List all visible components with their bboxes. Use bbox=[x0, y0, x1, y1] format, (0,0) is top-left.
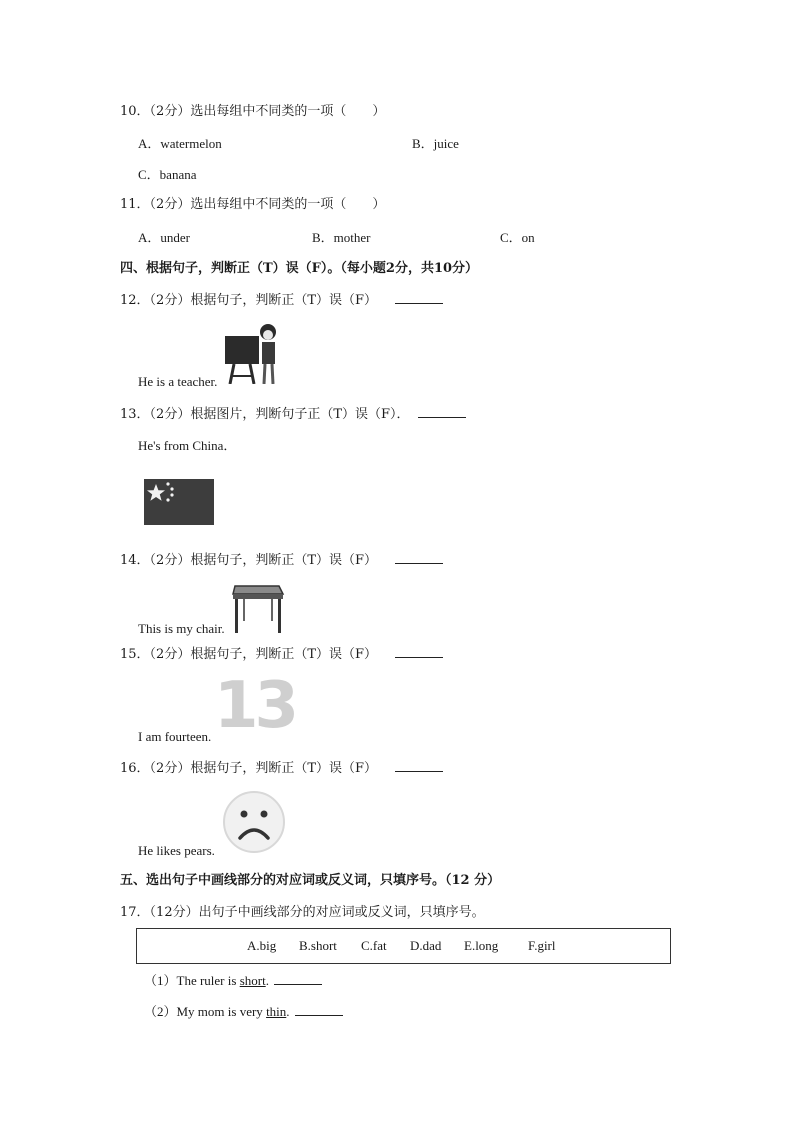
q17-s1-underlined-word: short bbox=[239, 973, 266, 988]
q13-sentence: He's from China． bbox=[138, 438, 237, 453]
q11-option-a: A．under bbox=[138, 230, 190, 245]
q10-option-b: B．juice bbox=[412, 136, 459, 151]
teacher-picture bbox=[222, 322, 280, 384]
q17-option-b: B.short bbox=[299, 938, 337, 953]
q17-s2-suffix: . bbox=[286, 1004, 290, 1019]
q13-stem-text: 13．（2分）根据图片，判断句子正（T）误（F）． bbox=[120, 407, 410, 422]
q17-option-d: D.dad bbox=[410, 938, 442, 953]
china-flag-picture bbox=[144, 479, 214, 525]
q17-s1-suffix: . bbox=[265, 973, 269, 988]
q17-s1-answer-blank[interactable] bbox=[274, 972, 322, 985]
q14-sentence: This is my chair. bbox=[138, 621, 225, 636]
q10-stem: 10．（2分）选出每组中不同类的一项（ ） bbox=[120, 104, 386, 119]
q10-option-a: A．watermelon bbox=[138, 136, 222, 151]
q14-stem-text: 14．（2分）根据句子，判断正（T）误（F） bbox=[120, 553, 378, 568]
q17-stem: 17．（12分）出句子中画线部分的对应词或反义词，只填序号。 bbox=[120, 905, 485, 920]
q17-option-f: F.girl bbox=[528, 938, 556, 953]
q17-s2-answer-blank[interactable] bbox=[295, 1003, 343, 1016]
q17-option-c: C.fat bbox=[361, 938, 387, 953]
q15-stem-text: 15．（2分）根据句子，判断正（T）误（F） bbox=[120, 647, 378, 662]
q13-stem bbox=[120, 405, 466, 423]
q17-sentence-2 bbox=[144, 1003, 343, 1020]
number-thirteen-picture: 13 bbox=[214, 669, 296, 743]
q16-sentence: He likes pears. bbox=[138, 843, 215, 858]
q14-stem bbox=[120, 551, 443, 569]
q10-option-c: C．banana bbox=[138, 167, 197, 182]
q15-sentence: I am fourteen. bbox=[138, 729, 212, 744]
q11-option-c: C．on bbox=[500, 230, 535, 245]
q11-option-b: B．mother bbox=[312, 230, 371, 245]
q17-option-e: E.long bbox=[464, 938, 499, 953]
q17-s2-underlined-word: thin bbox=[266, 1004, 287, 1019]
q13-answer-blank[interactable] bbox=[418, 405, 466, 418]
q12-stem bbox=[120, 291, 443, 309]
q12-stem-text: 12．（2分）根据句子，判断正（T）误（F） bbox=[120, 293, 378, 308]
q17-s1-prefix: （1）The ruler is bbox=[144, 973, 240, 988]
section-5-heading: 五、选出句子中画线部分的对应词或反义词，只填序号。（12 分） bbox=[120, 873, 501, 888]
sad-face-picture bbox=[222, 790, 286, 854]
q17-options-box bbox=[136, 928, 671, 964]
q15-stem bbox=[120, 645, 443, 663]
q11-stem: 11．（2分）选出每组中不同类的一项（ ） bbox=[120, 197, 386, 212]
q16-stem bbox=[120, 759, 443, 777]
q17-s2-prefix: （2）My mom is very bbox=[144, 1004, 267, 1019]
q15-answer-blank[interactable] bbox=[395, 645, 443, 658]
q16-answer-blank[interactable] bbox=[395, 759, 443, 772]
q12-sentence: He is a teacher. bbox=[138, 374, 218, 389]
section-4-heading: 四、根据句子，判断正（T）误（F）。（每小题2分，共10分） bbox=[120, 261, 479, 276]
q12-answer-blank[interactable] bbox=[395, 291, 443, 304]
q16-stem-text: 16．（2分）根据句子，判断正（T）误（F） bbox=[120, 761, 378, 776]
q17-option-a: A.big bbox=[247, 938, 277, 953]
table-picture bbox=[231, 578, 285, 634]
q14-answer-blank[interactable] bbox=[395, 551, 443, 564]
q17-sentence-1 bbox=[144, 972, 322, 989]
